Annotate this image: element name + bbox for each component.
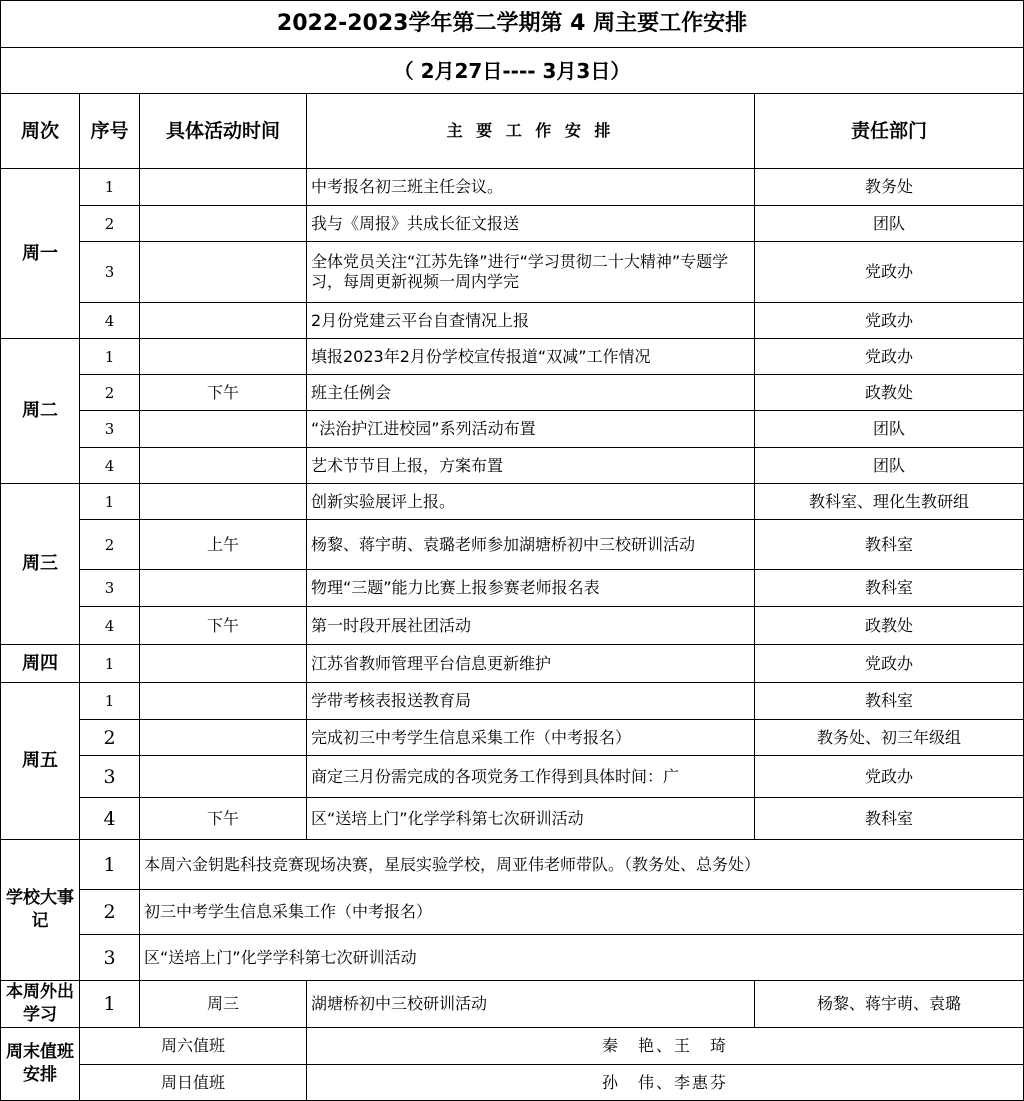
outing-label: 本周外出学习 [1, 981, 80, 1028]
weekday-label: 周五 [1, 683, 80, 840]
event-row [1, 890, 1024, 935]
row-task: 学带考核表报送教育局 [307, 683, 755, 720]
row-task: 班主任例会 [307, 375, 755, 411]
row-dept: 团队 [755, 448, 1024, 484]
event-text: 初三中考学生信息采集工作（中考报名） [140, 890, 1024, 935]
row-time [140, 645, 307, 683]
row-dept: 政教处 [755, 607, 1024, 645]
schedule-row [1, 411, 1024, 448]
duty-staff: 秦 艳、王 琦 [307, 1028, 1024, 1065]
schedule-row [1, 484, 1024, 520]
row-seq: 3 [80, 411, 140, 448]
schedule-row [1, 303, 1024, 339]
weekend-label: 周末值班安排 [1, 1028, 80, 1101]
row-dept: 政教处 [755, 375, 1024, 411]
schedule-row [1, 798, 1024, 840]
row-task: 全体党员关注“江苏先锋”进行“学习贯彻二十大精神”专题学习，每周更新视频一周内学完 [307, 242, 755, 303]
row-task: 区“送培上门”化学学科第七次研训活动 [307, 798, 755, 840]
outing-time: 周三 [140, 981, 307, 1028]
row-seq: 1 [80, 683, 140, 720]
row-time [140, 756, 307, 798]
duty-staff: 孙 伟、李惠芬 [307, 1065, 1024, 1101]
outing-task: 湖塘桥初中三校研训活动 [307, 981, 755, 1028]
row-task: 填报2023年2月份学校宣传报道“双减”工作情况 [307, 339, 755, 375]
row-time [140, 206, 307, 242]
row-dept: 党政办 [755, 339, 1024, 375]
row-task: 2月份党建云平台自查情况上报 [307, 303, 755, 339]
row-time [140, 169, 307, 206]
event-text: 本周六金钥匙科技竞赛现场决赛，星辰实验学校，周亚伟老师带队。（教务处、总务处） [140, 840, 1024, 890]
title-row [1, 1, 1024, 48]
weekday-label: 周三 [1, 484, 80, 645]
row-seq: 2 [80, 206, 140, 242]
schedule-row [1, 169, 1024, 206]
row-dept: 教科室 [755, 683, 1024, 720]
duty-day: 周日值班 [80, 1065, 307, 1101]
outing-row [1, 981, 1024, 1028]
row-task: 物理“三题”能力比赛上报参赛老师报名表 [307, 570, 755, 607]
row-dept: 团队 [755, 206, 1024, 242]
row-time [140, 242, 307, 303]
schedule-row [1, 683, 1024, 720]
header-seq: 序号 [80, 94, 140, 169]
row-seq: 1 [80, 339, 140, 375]
schedule-row [1, 242, 1024, 303]
weekend-duty-row [1, 1065, 1024, 1101]
outing-seq: 1 [80, 981, 140, 1028]
row-task: “法治护江进校园”系列活动布置 [307, 411, 755, 448]
row-time [140, 448, 307, 484]
schedule-row [1, 206, 1024, 242]
row-seq: 2 [80, 520, 140, 570]
duty-day: 周六值班 [80, 1028, 307, 1065]
row-dept: 教科室 [755, 798, 1024, 840]
weekday-label: 周二 [1, 339, 80, 484]
row-seq: 1 [80, 169, 140, 206]
schedule-row [1, 645, 1024, 683]
row-time [140, 720, 307, 756]
row-time [140, 683, 307, 720]
weekend-duty-row [1, 1028, 1024, 1065]
schedule-row [1, 570, 1024, 607]
event-seq: 2 [80, 890, 140, 935]
row-task: 我与《周报》共成长征文报送 [307, 206, 755, 242]
event-row [1, 840, 1024, 890]
schedule-row [1, 448, 1024, 484]
date-row [1, 48, 1024, 94]
row-seq: 4 [80, 303, 140, 339]
event-seq: 3 [80, 935, 140, 981]
event-row [1, 935, 1024, 981]
row-time: 下午 [140, 607, 307, 645]
row-seq: 3 [80, 756, 140, 798]
row-dept: 教务处 [755, 169, 1024, 206]
row-seq: 2 [80, 720, 140, 756]
row-time [140, 570, 307, 607]
row-seq: 1 [80, 484, 140, 520]
event-text: 区“送培上门”化学学科第七次研训活动 [140, 935, 1024, 981]
row-dept: 教务处、初三年级组 [755, 720, 1024, 756]
row-time: 上午 [140, 520, 307, 570]
row-task: 商定三月份需完成的各项党务工作得到具体时间：广 [307, 756, 755, 798]
row-dept: 教科室 [755, 520, 1024, 570]
header-row [1, 94, 1024, 169]
row-time: 下午 [140, 375, 307, 411]
row-seq: 4 [80, 448, 140, 484]
row-seq: 1 [80, 645, 140, 683]
row-task: 创新实验展评上报。 [307, 484, 755, 520]
row-time [140, 339, 307, 375]
row-dept: 教科室、理化生教研组 [755, 484, 1024, 520]
weekday-label: 周一 [1, 169, 80, 339]
row-dept: 教科室 [755, 570, 1024, 607]
row-task: 艺术节节目上报，方案布置 [307, 448, 755, 484]
row-time: 下午 [140, 798, 307, 840]
header-dept: 责任部门 [755, 94, 1024, 169]
row-dept: 党政办 [755, 645, 1024, 683]
outing-people: 杨黎、蒋宇萌、袁璐 [755, 981, 1024, 1028]
page-title: 2022-2023学年第二学期第 4 周主要工作安排 [1, 1, 1024, 48]
events-label: 学校大事记 [1, 840, 80, 981]
header-time: 具体活动时间 [140, 94, 307, 169]
schedule-body [1, 1, 1024, 1101]
row-dept: 党政办 [755, 242, 1024, 303]
schedule-row [1, 339, 1024, 375]
weekday-label: 周四 [1, 645, 80, 683]
schedule-row [1, 520, 1024, 570]
schedule-row [1, 375, 1024, 411]
header-task: 主 要 工 作 安 排 [307, 94, 755, 169]
row-seq: 3 [80, 242, 140, 303]
row-task: 中考报名初三班主任会议。 [307, 169, 755, 206]
schedule-row [1, 756, 1024, 798]
row-time [140, 484, 307, 520]
event-seq: 1 [80, 840, 140, 890]
row-dept: 团队 [755, 411, 1024, 448]
row-task: 杨黎、蒋宇萌、袁璐老师参加湖塘桥初中三校研训活动 [307, 520, 755, 570]
row-seq: 2 [80, 375, 140, 411]
row-time [140, 411, 307, 448]
row-task: 江苏省教师管理平台信息更新维护 [307, 645, 755, 683]
row-dept: 党政办 [755, 303, 1024, 339]
schedule-row [1, 720, 1024, 756]
row-seq: 3 [80, 570, 140, 607]
row-task: 第一时段开展社团活动 [307, 607, 755, 645]
row-seq: 4 [80, 607, 140, 645]
row-seq: 4 [80, 798, 140, 840]
schedule-row [1, 607, 1024, 645]
row-task: 完成初三中考学生信息采集工作（中考报名） [307, 720, 755, 756]
row-time [140, 303, 307, 339]
header-week: 周次 [1, 94, 80, 169]
row-dept: 党政办 [755, 756, 1024, 798]
date-range: （ 2月27日---- 3月3日） [1, 48, 1024, 94]
